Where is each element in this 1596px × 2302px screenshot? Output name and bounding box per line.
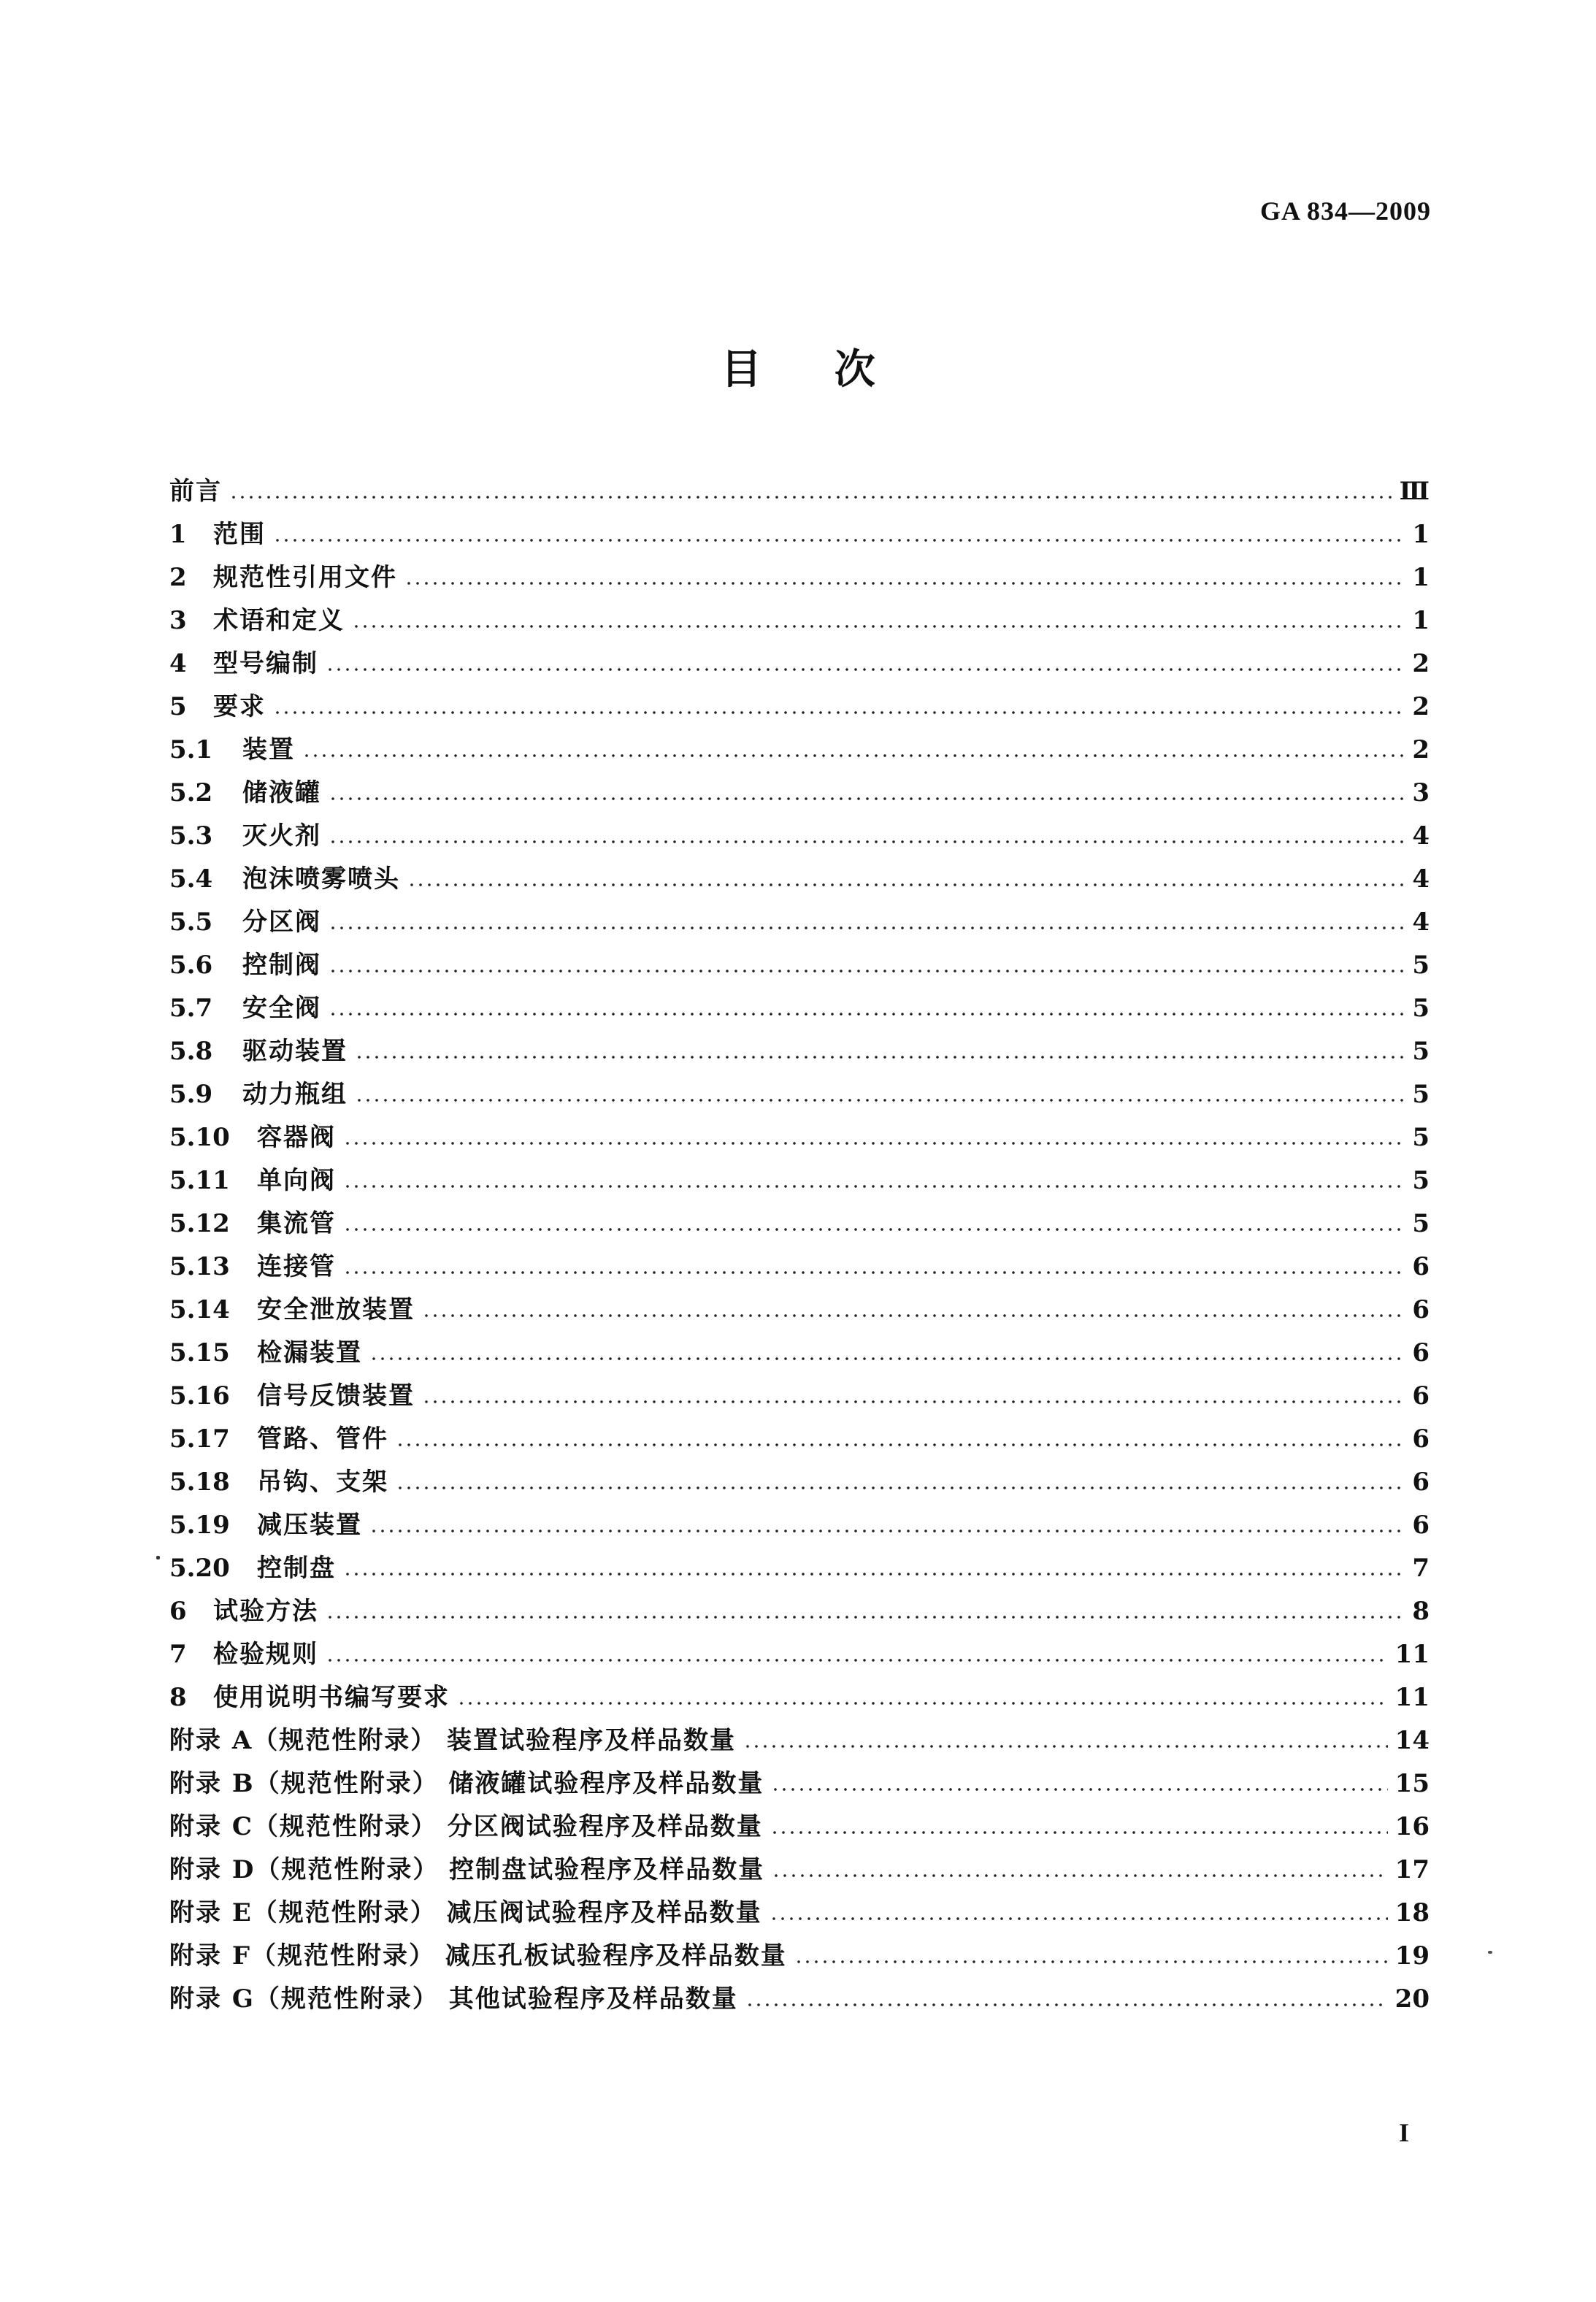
toc-entry-number: 1 (169, 520, 187, 549)
toc-entry-page: 19 (1394, 1941, 1430, 1971)
toc-entry[interactable] (169, 1849, 1430, 1892)
toc-entry-number: 6 (169, 1597, 187, 1626)
toc-dot-leader (369, 1357, 1405, 1361)
toc-entry-number: 5.17 (169, 1424, 230, 1454)
toc-entry[interactable] (169, 945, 1430, 988)
toc-dot-leader (229, 495, 1392, 499)
toc-entry-page: 11 (1394, 1640, 1430, 1669)
toc-dot-leader (343, 1270, 1405, 1275)
toc-entry-number: 5.1 (169, 735, 213, 764)
toc-entry-page: 20 (1394, 1984, 1430, 2014)
toc-dot-leader (329, 840, 1405, 844)
toc-entry-page: 14 (1394, 1726, 1430, 1755)
toc-entry-number: 5.18 (169, 1467, 230, 1497)
toc-entry-page: 5 (1412, 1209, 1430, 1238)
toc-entry-page: 5 (1412, 1080, 1430, 1109)
toc-entry-number: 3 (169, 606, 187, 635)
document-code: GA 834—2009 (1259, 196, 1431, 226)
toc-entry-page: 5 (1412, 1166, 1430, 1195)
toc-entry-page: 6 (1412, 1252, 1430, 1281)
toc-entry-label: 使用说明书编写要求 (213, 1683, 450, 1712)
toc-entry-number: 5.14 (169, 1295, 230, 1324)
toc-entry-label: 控制阀 (242, 951, 321, 980)
toc-entry-page: 15 (1394, 1769, 1430, 1798)
toc-entry-label: 附录 D（规范性附录） 控制盘试验程序及样品数量 (169, 1855, 765, 1884)
scan-artifact-dot (1488, 1951, 1492, 1954)
toc-entry-number: 5.15 (169, 1338, 230, 1367)
toc-entry-page: 2 (1412, 735, 1430, 764)
toc-entry[interactable] (169, 1462, 1430, 1505)
toc-entry[interactable] (169, 1505, 1430, 1548)
toc-dot-leader (329, 797, 1405, 801)
toc-entry[interactable] (169, 859, 1430, 902)
toc-entry-number: 5.20 (169, 1554, 230, 1583)
toc-entry-label: 减压装置 (257, 1511, 362, 1540)
toc-dot-leader (355, 1055, 1405, 1059)
scan-artifact-mark (156, 1556, 160, 1559)
toc-entry[interactable] (169, 1376, 1430, 1419)
toc-dot-leader (422, 1313, 1405, 1318)
toc-entry-number: 7 (169, 1640, 187, 1669)
toc-title-char-2: 次 (834, 346, 875, 394)
toc-dot-leader (329, 926, 1405, 930)
toc-dot-leader (404, 581, 1405, 586)
toc-entry-label: 吊钩、支架 (257, 1467, 388, 1497)
toc-entry-page: 6 (1412, 1338, 1430, 1367)
toc-entry[interactable] (169, 1892, 1430, 1935)
toc-entry-page: 5 (1412, 1037, 1430, 1066)
toc-entry-number: 5.3 (169, 821, 213, 851)
toc-entry-number: 5.9 (169, 1080, 213, 1109)
toc-dot-leader (743, 1744, 1388, 1749)
toc-entry[interactable] (169, 1246, 1430, 1289)
toc-dot-leader (396, 1443, 1405, 1447)
toc-list (169, 471, 1430, 2022)
toc-entry[interactable] (169, 729, 1430, 772)
toc-entry-number: 5.19 (169, 1511, 230, 1540)
toc-entry-label: 附录 C（规范性附录） 分区阀试验程序及样品数量 (169, 1812, 763, 1841)
toc-entry-label: 装置 (242, 735, 295, 764)
toc-dot-leader (352, 624, 1405, 629)
toc-entry-page: 5 (1412, 951, 1430, 980)
toc-entry-page: 2 (1412, 649, 1430, 678)
toc-entry-page: 6 (1412, 1424, 1430, 1454)
toc-entry-page: 6 (1412, 1295, 1430, 1324)
toc-entry-number: 5.16 (169, 1381, 230, 1411)
toc-entry-label: 规范性引用文件 (213, 563, 397, 592)
toc-entry-label: 动力瓶组 (242, 1080, 348, 1109)
toc-entry[interactable] (169, 1935, 1430, 1979)
toc-entry-label: 信号反馈装置 (257, 1381, 415, 1411)
toc-entry[interactable] (169, 1677, 1430, 1720)
toc-dot-leader (772, 1873, 1388, 1878)
toc-entry-page: 1 (1412, 563, 1430, 592)
toc-entry[interactable] (169, 686, 1430, 729)
toc-entry-page: 1 (1412, 606, 1430, 635)
toc-dot-leader (771, 1787, 1387, 1792)
toc-dot-leader (407, 883, 1405, 887)
toc-entry-page: 6 (1412, 1381, 1430, 1411)
toc-dot-leader (329, 969, 1405, 973)
toc-entry-label: 储液罐 (242, 778, 321, 807)
toc-entry[interactable] (169, 600, 1430, 643)
toc-entry-label: 安全阀 (242, 994, 321, 1023)
toc-entry[interactable] (169, 1548, 1430, 1591)
toc-entry[interactable] (169, 1074, 1430, 1117)
toc-entry[interactable] (169, 902, 1430, 945)
toc-entry-page: 17 (1394, 1855, 1430, 1884)
toc-dot-leader (343, 1572, 1405, 1576)
toc-entry-number: 4 (169, 649, 187, 678)
toc-dot-leader (396, 1486, 1405, 1490)
toc-entry[interactable] (169, 1289, 1430, 1332)
toc-entry-label: 管路、管件 (257, 1424, 388, 1454)
toc-dot-leader (745, 2003, 1388, 2007)
toc-entry-number: 2 (169, 563, 187, 592)
toc-entry-label: 附录 G（规范性附录） 其他试验程序及样品数量 (169, 1984, 738, 2014)
toc-entry-number: 5.6 (169, 951, 213, 980)
toc-entry-number: 5.13 (169, 1252, 230, 1281)
toc-dot-leader (422, 1400, 1405, 1404)
toc-entry[interactable] (169, 1117, 1430, 1160)
toc-entry-label: 附录 A（规范性附录） 装置试验程序及样品数量 (169, 1726, 737, 1755)
toc-title (0, 337, 1596, 396)
toc-dot-leader (770, 1917, 1388, 1921)
toc-dot-leader (343, 1184, 1405, 1189)
toc-dot-leader (343, 1141, 1405, 1146)
toc-dot-leader (369, 1529, 1405, 1533)
toc-entry-page: 4 (1412, 821, 1430, 851)
toc-entry-number: 5.10 (169, 1123, 230, 1152)
toc-entry-number: 5.7 (169, 994, 213, 1023)
toc-entry-label: 容器阀 (257, 1123, 336, 1152)
toc-entry-page: 1 (1412, 520, 1430, 549)
toc-dot-leader (770, 1830, 1388, 1835)
toc-entry[interactable] (169, 643, 1430, 686)
toc-entry[interactable] (169, 772, 1430, 816)
toc-entry-page: 8 (1412, 1597, 1430, 1626)
toc-entry-label: 检漏装置 (257, 1338, 362, 1367)
toc-entry-number: 5.5 (169, 908, 213, 937)
toc-entry[interactable] (169, 816, 1430, 859)
toc-dot-leader (273, 710, 1405, 715)
toc-entry-number: 5.11 (169, 1166, 230, 1195)
toc-entry-page: 2 (1412, 692, 1430, 721)
toc-entry[interactable] (169, 471, 1430, 514)
toc-entry-number: 5.2 (169, 778, 213, 807)
toc-entry-number: 8 (169, 1683, 187, 1712)
toc-dot-leader (326, 1615, 1405, 1619)
toc-entry-label: 型号编制 (213, 649, 318, 678)
toc-entry[interactable] (169, 1591, 1430, 1634)
toc-entry[interactable] (169, 1419, 1430, 1462)
toc-entry-page: 6 (1412, 1467, 1430, 1497)
toc-entry-page: 7 (1412, 1554, 1430, 1583)
toc-entry-number: 5.8 (169, 1037, 213, 1066)
toc-entry-number: 5 (169, 692, 187, 721)
toc-entry-label: 术语和定义 (213, 606, 345, 635)
toc-entry[interactable] (169, 514, 1430, 557)
toc-entry-label: 附录 B（规范性附录） 储液罐试验程序及样品数量 (169, 1769, 764, 1798)
toc-entry-label: 安全泄放装置 (257, 1295, 415, 1324)
toc-entry-page: 18 (1394, 1898, 1430, 1927)
toc-entry[interactable] (169, 1720, 1430, 1763)
toc-entry[interactable] (169, 988, 1430, 1031)
toc-entry-number: 5.12 (169, 1209, 230, 1238)
toc-entry[interactable] (169, 1806, 1430, 1849)
toc-entry-page: 16 (1394, 1812, 1430, 1841)
toc-entry[interactable] (169, 557, 1430, 600)
toc-entry[interactable] (169, 1763, 1430, 1806)
toc-dot-leader (794, 1960, 1388, 1964)
toc-entry-label: 范围 (213, 520, 266, 549)
toc-entry-label: 附录 E（规范性附录） 减压阀试验程序及样品数量 (169, 1898, 762, 1927)
toc-entry-label: 单向阀 (257, 1166, 336, 1195)
toc-entry-label: 灭火剂 (242, 821, 321, 851)
toc-entry-label: 前言 (169, 477, 222, 506)
toc-dot-leader (329, 1012, 1405, 1016)
toc-entry[interactable] (169, 1332, 1430, 1376)
toc-entry-page: 4 (1412, 864, 1430, 894)
toc-entry-page: 3 (1412, 778, 1430, 807)
toc-entry-label: 泡沫喷雾喷头 (242, 864, 400, 894)
toc-entry-page: Ⅲ (1399, 477, 1430, 506)
toc-entry-label: 附录 F（规范性附录） 减压孔板试验程序及样品数量 (169, 1941, 787, 1971)
toc-title-char-1: 目 (721, 346, 762, 394)
toc-dot-leader (457, 1701, 1388, 1706)
toc-entry[interactable] (169, 1031, 1430, 1074)
toc-dot-leader (302, 753, 1405, 758)
toc-dot-leader (326, 667, 1405, 672)
toc-dot-leader (355, 1098, 1405, 1102)
toc-entry[interactable] (169, 1979, 1430, 2022)
toc-entry-page: 6 (1412, 1511, 1430, 1540)
toc-entry-label: 集流管 (257, 1209, 336, 1238)
toc-entry-number: 5.4 (169, 864, 213, 894)
toc-entry-label: 要求 (213, 692, 266, 721)
toc-entry-label: 连接管 (257, 1252, 336, 1281)
toc-entry[interactable] (169, 1634, 1430, 1677)
toc-entry-page: 11 (1394, 1683, 1430, 1712)
toc-entry-label: 分区阀 (242, 908, 321, 937)
toc-dot-leader (273, 538, 1405, 542)
toc-entry-label: 驱动装置 (242, 1037, 348, 1066)
toc-entry-label: 试验方法 (213, 1597, 318, 1626)
toc-entry[interactable] (169, 1203, 1430, 1246)
toc-entry[interactable] (169, 1160, 1430, 1203)
page-number: I (1398, 2118, 1409, 2147)
toc-entry-page: 4 (1412, 908, 1430, 937)
toc-dot-leader (343, 1227, 1405, 1232)
toc-dot-leader (326, 1658, 1388, 1662)
toc-entry-page: 5 (1412, 1123, 1430, 1152)
toc-entry-page: 5 (1412, 994, 1430, 1023)
toc-entry-label: 控制盘 (257, 1554, 336, 1583)
toc-entry-label: 检验规则 (213, 1640, 318, 1669)
